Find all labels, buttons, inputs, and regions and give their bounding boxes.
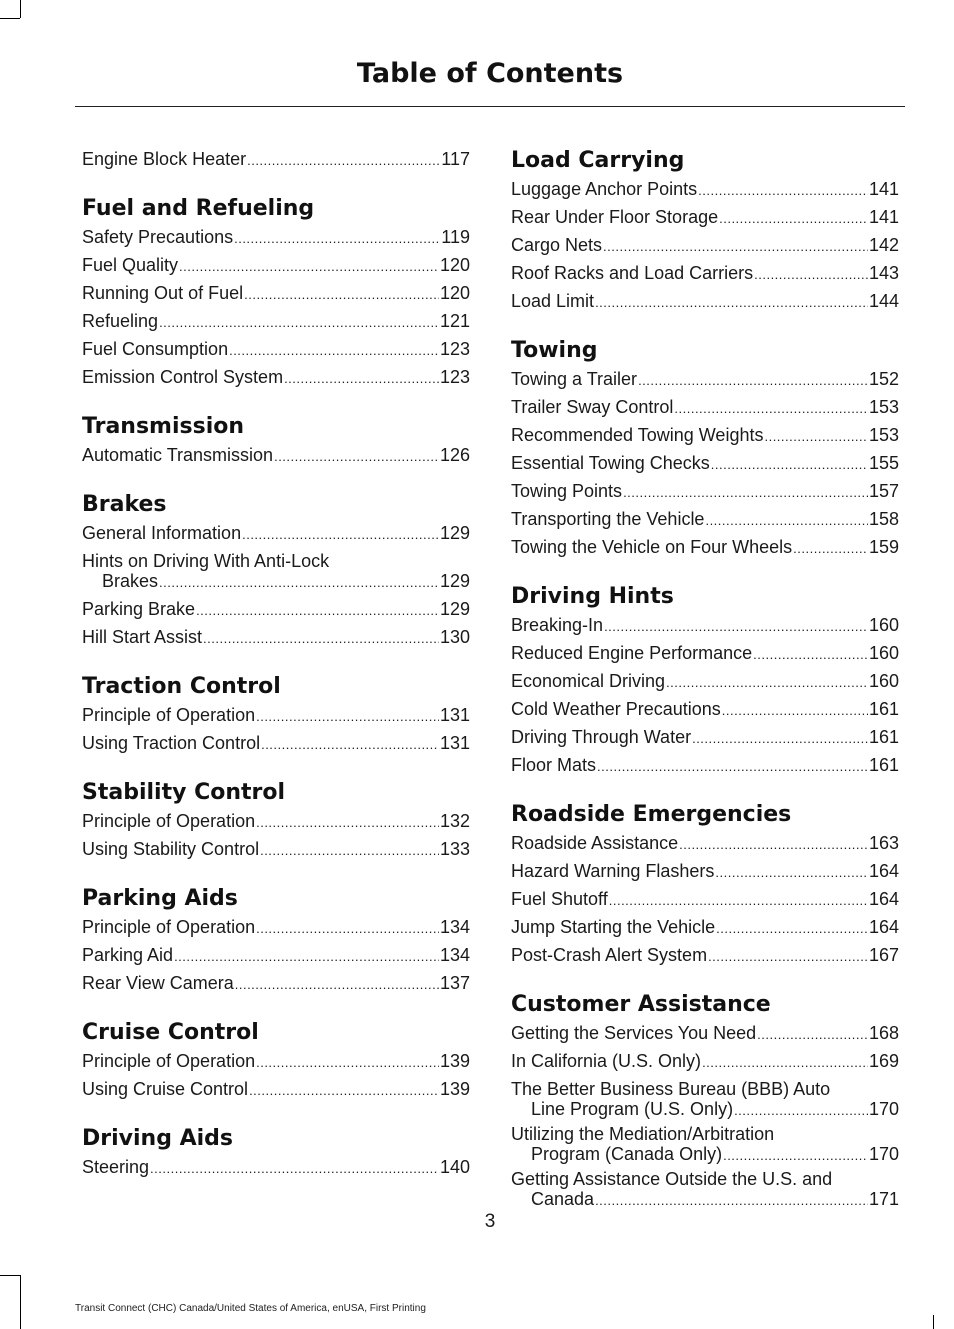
dot-leader (159, 310, 439, 336)
toc-entry-page: 121 (439, 311, 470, 331)
toc-entry-title: Engine Block Heater (82, 149, 247, 169)
toc-entry-title-line: Getting Assistance Outside the U.S. and (511, 1169, 833, 1189)
toc-entry-page: 169 (868, 1051, 899, 1071)
toc-entry[interactable] (82, 836, 470, 864)
toc-entry[interactable] (511, 1099, 899, 1121)
toc-entry-title: Brakes (102, 571, 159, 591)
toc-entry-page: 117 (441, 149, 470, 169)
dot-leader (638, 368, 868, 394)
toc-entry[interactable] (82, 442, 470, 470)
toc-entry[interactable] (82, 942, 470, 970)
toc-entry[interactable] (82, 730, 470, 758)
toc-entry-page: 164 (868, 861, 899, 881)
toc-entry-title-line: The Better Business Bureau (BBB) Auto (511, 1079, 831, 1099)
toc-entry-title: Rear Under Floor Storage (511, 207, 719, 227)
toc-entry-page: 119 (441, 227, 470, 247)
toc-entry-title: Essential Towing Checks (511, 453, 710, 473)
toc-entry-title: In California (U.S. Only) (511, 1051, 702, 1071)
dot-leader (159, 573, 439, 593)
toc-entry[interactable] (82, 1048, 470, 1076)
toc-entry[interactable] (82, 702, 470, 730)
dot-leader (716, 916, 868, 942)
section-heading: Parking Aids (82, 886, 238, 911)
toc-entry[interactable] (82, 146, 470, 174)
toc-entry[interactable] (82, 336, 470, 364)
dot-leader (764, 424, 867, 450)
toc-entry-title: Roof Racks and Load Carriers (511, 263, 754, 283)
toc-entry[interactable] (511, 724, 899, 752)
toc-entry-multiline[interactable] (511, 1124, 899, 1166)
toc-entry[interactable] (511, 668, 899, 696)
toc-entry-title: Recommended Towing Weights (511, 425, 764, 445)
dot-leader (722, 698, 868, 724)
toc-entry[interactable] (511, 752, 899, 780)
dot-leader (234, 226, 440, 252)
toc-entry-page: 133 (439, 839, 470, 859)
toc-entry[interactable] (82, 596, 470, 624)
toc-entry-page: 171 (868, 1189, 899, 1209)
toc-entry[interactable] (511, 534, 899, 562)
dot-leader (229, 338, 439, 364)
dot-leader (203, 626, 439, 652)
toc-entry-page: 143 (868, 263, 899, 283)
toc-entry-page: 137 (439, 973, 470, 993)
dot-leader (595, 1191, 868, 1211)
toc-entry[interactable] (511, 612, 899, 640)
toc-entry-title: Load Limit (511, 291, 595, 311)
toc-entry-page: 130 (439, 627, 470, 647)
toc-entry-page: 164 (868, 917, 899, 937)
dot-leader (705, 508, 868, 534)
toc-entry-page: 131 (439, 705, 470, 725)
toc-entry-title: Parking Aid (82, 945, 174, 965)
toc-entry-page: 155 (868, 453, 899, 473)
dot-leader (235, 972, 439, 998)
toc-entry-page: 129 (439, 571, 470, 591)
toc-entry-page: 141 (868, 207, 899, 227)
crop-mark (20, 0, 21, 18)
crop-mark (20, 1275, 21, 1329)
crop-mark (0, 18, 20, 19)
toc-entry-title: General Information (82, 523, 242, 543)
toc-entry-page: 168 (868, 1023, 899, 1043)
dot-leader (604, 614, 868, 640)
toc-entry-page: 161 (868, 755, 899, 775)
toc-entry-title: Running Out of Fuel (82, 283, 244, 303)
toc-entry[interactable] (82, 252, 470, 280)
dot-leader (698, 178, 868, 204)
toc-entry-page: 161 (868, 727, 899, 747)
toc-entry-title: Program (Canada Only) (531, 1144, 723, 1164)
toc-entry[interactable] (511, 640, 899, 668)
toc-entry[interactable] (511, 260, 899, 288)
toc-entry-multiline[interactable] (511, 1079, 899, 1121)
toc-entry[interactable] (82, 224, 470, 252)
toc-entry-page: 158 (868, 509, 899, 529)
dot-leader (666, 670, 868, 696)
toc-entry-title: Steering (82, 1157, 150, 1177)
footer-text: Transit Connect (CHC) Canada/United States of America, enUSA, First Printing (75, 1303, 426, 1314)
toc-entry-page: 157 (868, 481, 899, 501)
toc-entry[interactable] (82, 520, 470, 548)
dot-leader (679, 832, 868, 858)
toc-entry-title: Parking Brake (82, 599, 196, 619)
toc-entry-page: 123 (439, 339, 470, 359)
toc-entry-page: 134 (439, 945, 470, 965)
section-heading: Customer Assistance (511, 992, 771, 1017)
toc-entry-page: 167 (868, 945, 899, 965)
toc-entry[interactable] (82, 308, 470, 336)
toc-entry[interactable] (82, 1076, 470, 1104)
dot-leader (692, 726, 868, 752)
toc-entry-title: Fuel Shutoff (511, 889, 608, 909)
toc-entry[interactable] (511, 886, 899, 914)
toc-entry-title: Safety Precautions (82, 227, 234, 247)
toc-entry-title: Luggage Anchor Points (511, 179, 698, 199)
toc-entry-title: Jump Starting the Vehicle (511, 917, 716, 937)
dot-leader (256, 810, 439, 836)
toc-entry-page: 142 (868, 235, 899, 255)
toc-entry-page: 160 (868, 671, 899, 691)
toc-entry-page: 170 (868, 1144, 899, 1164)
toc-entry-title: Towing the Vehicle on Four Wheels (511, 537, 793, 557)
section-heading: Load Carrying (511, 148, 685, 173)
toc-entry-page: 132 (439, 811, 470, 831)
toc-entry-title: Principle of Operation (82, 811, 256, 831)
toc-entry[interactable] (511, 1048, 899, 1076)
toc-entry[interactable] (511, 366, 899, 394)
dot-leader (719, 206, 868, 232)
dot-leader (674, 396, 868, 422)
toc-entry[interactable] (82, 970, 470, 998)
toc-entry-title: Cold Weather Precautions (511, 699, 721, 719)
toc-entry-title: Using Stability Control (82, 839, 260, 859)
toc-entry[interactable] (82, 571, 470, 593)
toc-entry-title: Transporting the Vehicle (511, 509, 705, 529)
toc-entry[interactable] (82, 364, 470, 392)
dot-leader (244, 282, 439, 308)
toc-entry[interactable] (511, 858, 899, 886)
toc-entry-multiline[interactable] (82, 551, 470, 593)
toc-entry-title: Post-Crash Alert System (511, 945, 708, 965)
toc-entry-page: 120 (439, 283, 470, 303)
toc-entry-page: 160 (868, 615, 899, 635)
dot-leader (723, 1146, 868, 1166)
dot-leader (150, 1156, 439, 1182)
toc-entry-page: 170 (868, 1099, 899, 1119)
toc-entry-title: Cargo Nets (511, 235, 603, 255)
toc-entry-page: 153 (868, 397, 899, 417)
toc-entry[interactable] (511, 288, 899, 316)
toc-entry[interactable] (82, 1154, 470, 1182)
crop-mark (933, 1315, 934, 1329)
toc-entry-title: Fuel Quality (82, 255, 179, 275)
toc-entry-title: Reduced Engine Performance (511, 643, 753, 663)
dot-leader (753, 642, 868, 668)
toc-entry-page: 129 (439, 523, 470, 543)
toc-entry-title: Emission Control System (82, 367, 284, 387)
dot-leader (256, 704, 439, 730)
toc-entry-title: Economical Driving (511, 671, 666, 691)
toc-entry-page: 139 (439, 1051, 470, 1071)
dot-leader (754, 262, 868, 288)
toc-entry-title: Line Program (U.S. Only) (531, 1099, 734, 1119)
section-heading: Brakes (82, 492, 167, 517)
section-heading: Driving Aids (82, 1126, 234, 1151)
section-heading: Transmission (82, 414, 245, 439)
toc-entry-page: 120 (439, 255, 470, 275)
toc-column-right (511, 146, 899, 1214)
section-heading: Towing (511, 338, 598, 363)
dot-leader (284, 366, 439, 392)
dot-leader (708, 944, 868, 970)
toc-entry-title: Refueling (82, 311, 159, 331)
toc-entry-page: 163 (868, 833, 899, 853)
toc-entry[interactable] (82, 624, 470, 652)
dot-leader (623, 480, 868, 506)
toc-entry-page: 141 (868, 179, 899, 199)
toc-entry[interactable] (511, 696, 899, 724)
toc-entry-title: Using Cruise Control (82, 1079, 249, 1099)
toc-entry-title: Trailer Sway Control (511, 397, 674, 417)
toc-entry-title: Hazard Warning Flashers (511, 861, 715, 881)
dot-leader (260, 838, 439, 864)
toc-entry-page: 126 (439, 445, 470, 465)
dot-leader (196, 598, 439, 624)
toc-entry-page: 159 (868, 537, 899, 557)
dot-leader (247, 148, 440, 174)
toc-entry-title-line: Utilizing the Mediation/Arbitration (511, 1124, 775, 1144)
dot-leader (603, 234, 868, 260)
toc-entry[interactable] (82, 914, 470, 942)
dot-leader (715, 860, 868, 886)
toc-entry-title: Canada (531, 1189, 595, 1209)
toc-entry-page: 144 (868, 291, 899, 311)
toc-entry-title: Principle of Operation (82, 1051, 256, 1071)
section-heading: Fuel and Refueling (82, 196, 315, 221)
toc-entry-page: 153 (868, 425, 899, 445)
toc-entry[interactable] (82, 808, 470, 836)
title-divider (75, 106, 905, 107)
toc-entry-title: Principle of Operation (82, 705, 256, 725)
toc-entry[interactable] (511, 1020, 899, 1048)
dot-leader (609, 888, 868, 914)
dot-leader (179, 254, 439, 280)
toc-entry-title: Principle of Operation (82, 917, 256, 937)
toc-entry-title: Roadside Assistance (511, 833, 679, 853)
dot-leader (242, 522, 439, 548)
toc-entry[interactable] (511, 450, 899, 478)
toc-entry-page: 134 (439, 917, 470, 937)
toc-entry-title: Hill Start Assist (82, 627, 203, 647)
dot-leader (757, 1022, 868, 1048)
dot-leader (597, 754, 868, 780)
dot-leader (702, 1050, 868, 1076)
toc-entry-page: 160 (868, 643, 899, 663)
toc-entry-title: Getting the Services You Need (511, 1023, 757, 1043)
toc-entry-title: Using Traction Control (82, 733, 261, 753)
toc-column-left (82, 146, 470, 1182)
dot-leader (595, 290, 868, 316)
page-number: 3 (484, 1211, 496, 1232)
section-heading: Roadside Emergencies (511, 802, 792, 827)
dot-leader (734, 1101, 868, 1121)
dot-leader (249, 1078, 439, 1104)
dot-leader (256, 916, 439, 942)
toc-entry-page: 139 (439, 1079, 470, 1099)
toc-entry-page: 164 (868, 889, 899, 909)
section-heading: Stability Control (82, 780, 286, 805)
toc-entry[interactable] (511, 1189, 899, 1211)
toc-entry[interactable] (511, 830, 899, 858)
toc-entry-page: 123 (439, 367, 470, 387)
toc-entry[interactable] (511, 176, 899, 204)
toc-entry-title: Breaking-In (511, 615, 604, 635)
toc-entry[interactable] (511, 478, 899, 506)
section-heading: Driving Hints (511, 584, 674, 609)
toc-entry-page: 152 (868, 369, 899, 389)
dot-leader (261, 732, 439, 758)
toc-entry-title: Towing a Trailer (511, 369, 638, 389)
dot-leader (711, 452, 868, 478)
toc-entry[interactable] (511, 914, 899, 942)
toc-entry-title: Towing Points (511, 481, 623, 501)
toc-entry-title: Fuel Consumption (82, 339, 229, 359)
page-title: Table of Contents (356, 58, 624, 89)
toc-entry[interactable] (511, 232, 899, 260)
toc-entry-title: Driving Through Water (511, 727, 692, 747)
dot-leader (793, 536, 868, 562)
dot-leader (274, 444, 439, 470)
crop-mark (0, 1275, 20, 1276)
toc-entry-multiline[interactable] (511, 1169, 899, 1211)
toc-entry[interactable] (511, 394, 899, 422)
section-heading: Cruise Control (82, 1020, 259, 1045)
toc-entry[interactable] (511, 506, 899, 534)
toc-entry-title: Floor Mats (511, 755, 597, 775)
toc-entry-title: Automatic Transmission (82, 445, 274, 465)
toc-entry-page: 131 (439, 733, 470, 753)
toc-entry-title-line: Hints on Driving With Anti-Lock (82, 551, 330, 571)
toc-entry-page: 129 (439, 599, 470, 619)
dot-leader (256, 1050, 439, 1076)
toc-entry[interactable] (511, 942, 899, 970)
toc-entry[interactable] (511, 204, 899, 232)
section-heading: Traction Control (82, 674, 281, 699)
dot-leader (174, 944, 439, 970)
toc-entry-page: 161 (868, 699, 899, 719)
toc-entry[interactable] (511, 1144, 899, 1166)
toc-entry-page: 140 (439, 1157, 470, 1177)
toc-entry[interactable] (511, 422, 899, 450)
toc-entry[interactable] (82, 280, 470, 308)
toc-entry-title: Rear View Camera (82, 973, 234, 993)
